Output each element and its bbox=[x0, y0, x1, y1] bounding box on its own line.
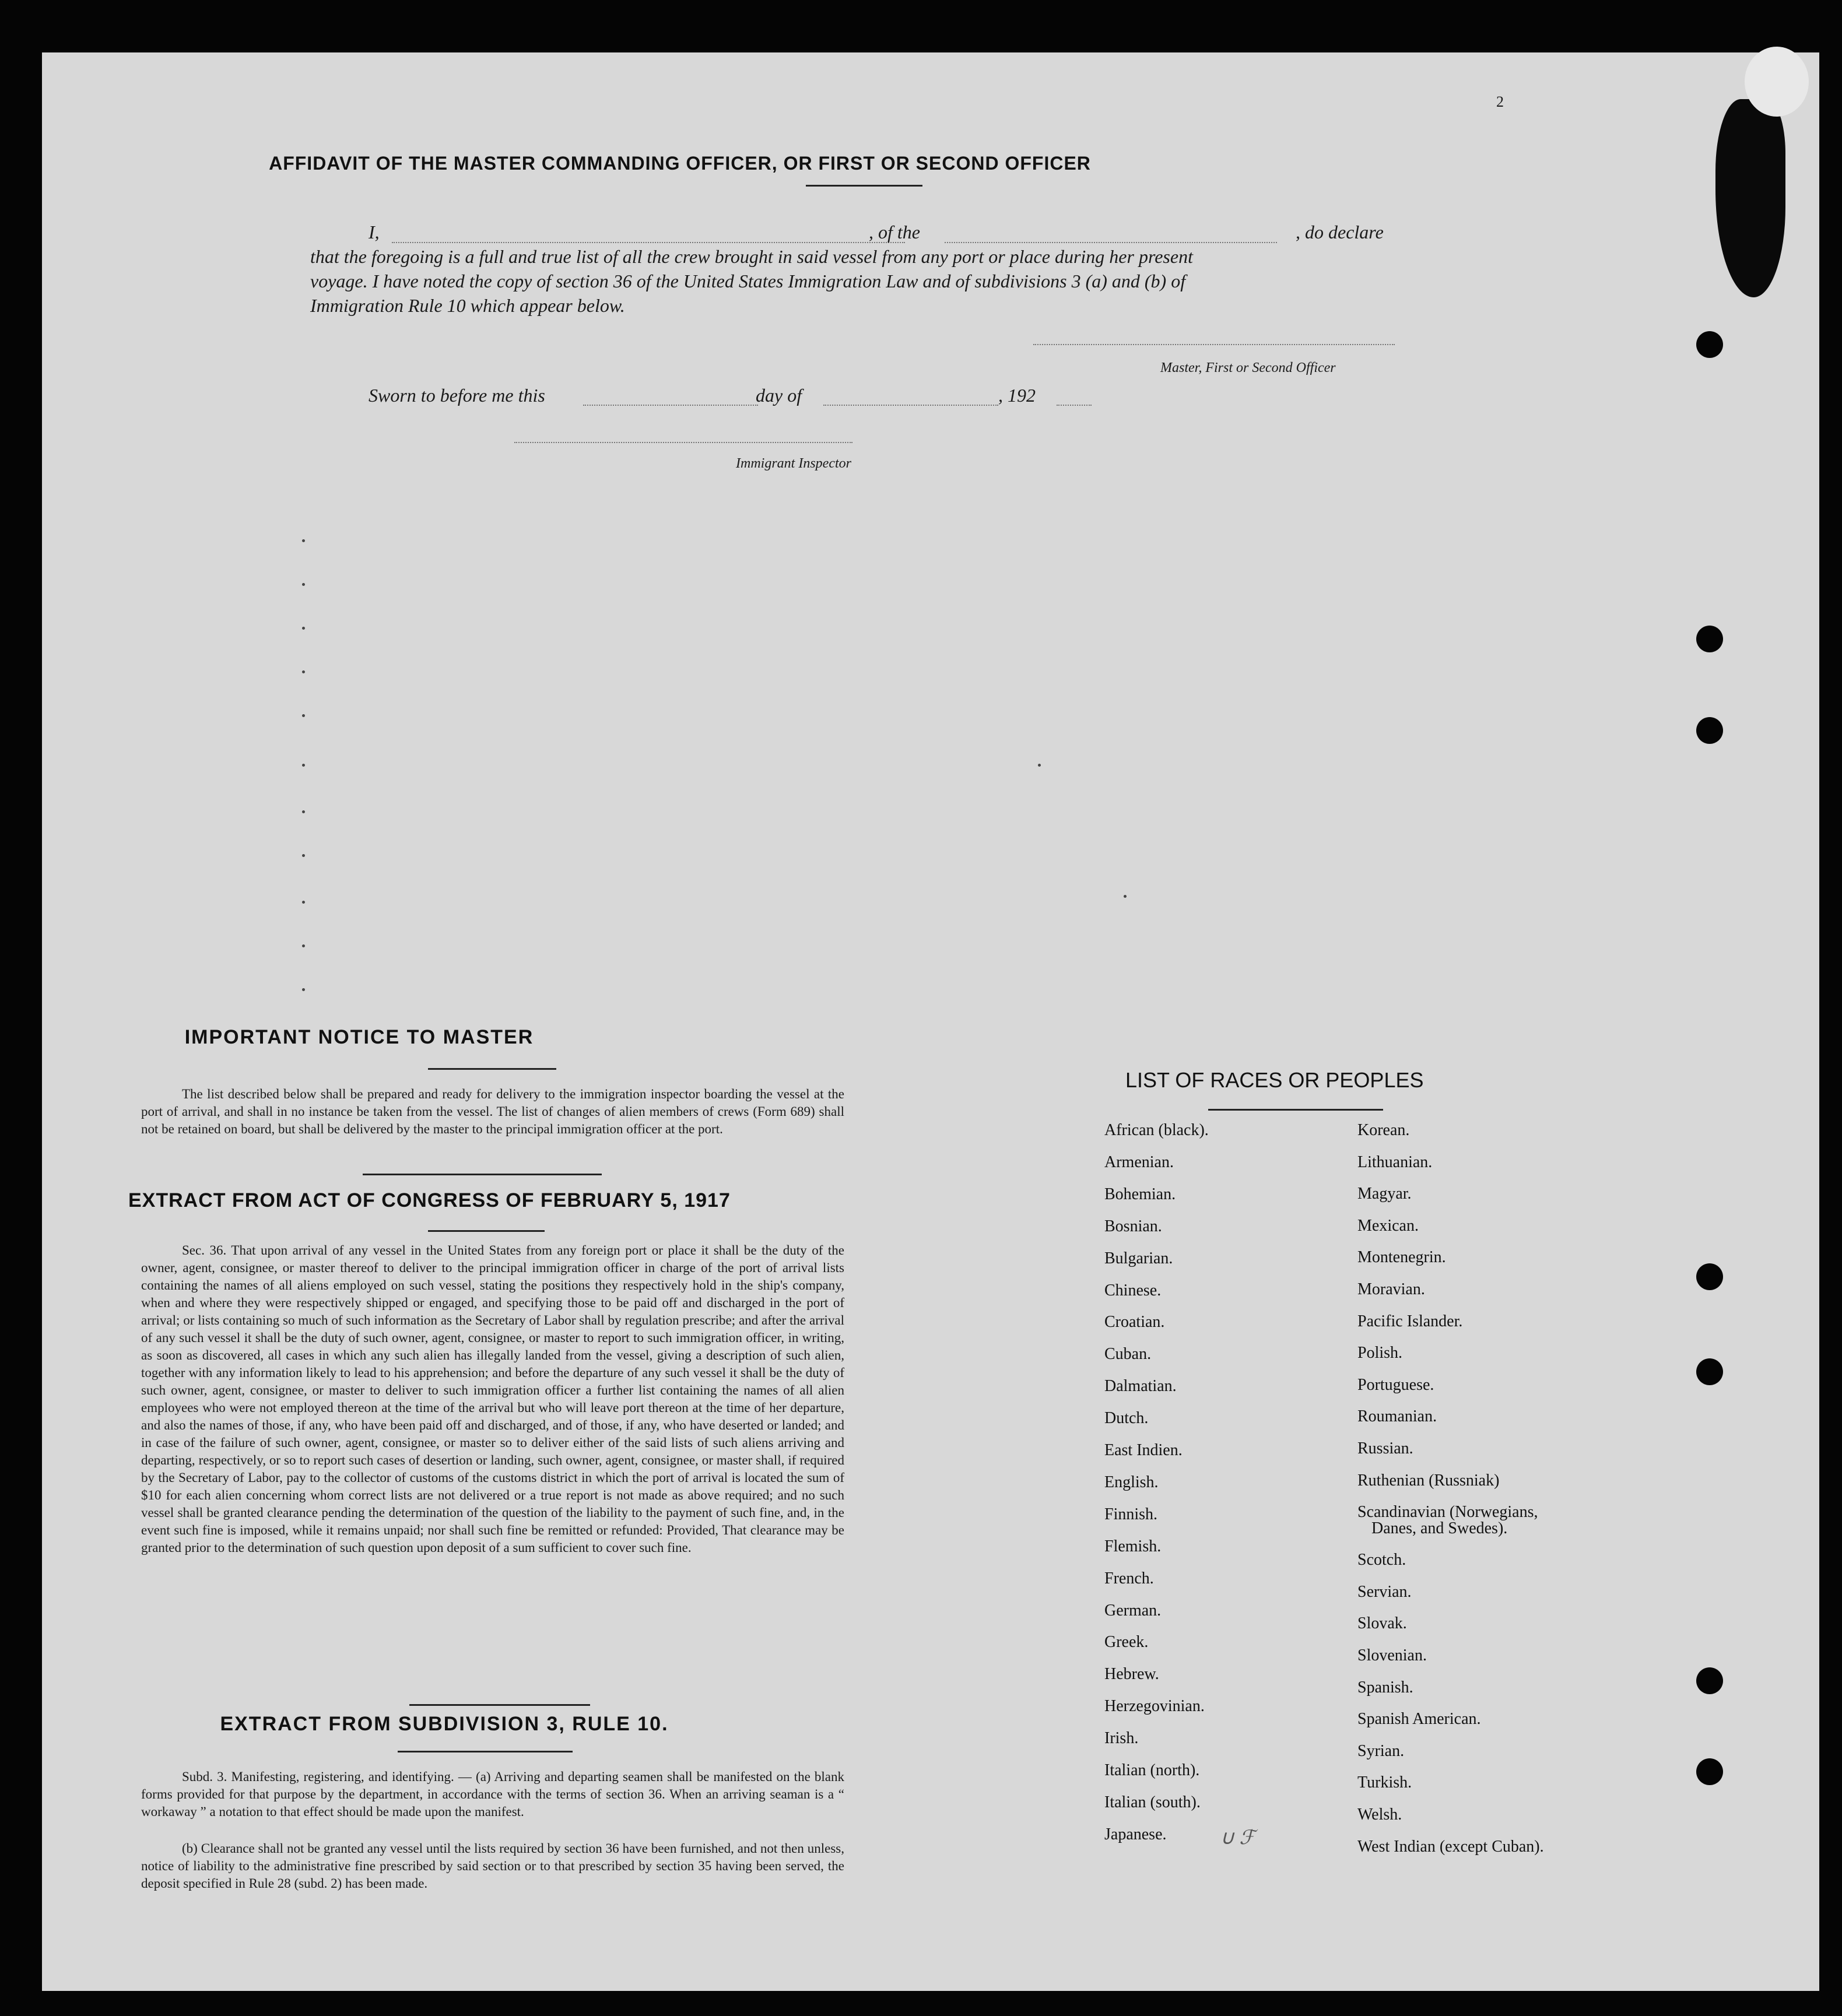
rule-para-b: (b) Clearance shall not be granted any vessel until the lists required by section 36 have been furnished, and not then unless, notice of liability to the administrative fine prescribed by said section or to that prescribed by section 35 having been served, the deposit specified in Rule 28 (subd. 2) has been made. bbox=[141, 1841, 844, 1891]
race-item: Mexican. bbox=[1357, 1216, 1419, 1235]
master-signature-line bbox=[1033, 344, 1395, 345]
race-item: Magyar. bbox=[1357, 1185, 1412, 1203]
race-item: Welsh. bbox=[1357, 1806, 1402, 1824]
faint-dot bbox=[1124, 895, 1127, 898]
race-item: Finnish. bbox=[1104, 1505, 1158, 1523]
race-item: Bohemian. bbox=[1104, 1185, 1176, 1203]
binder-hole bbox=[1696, 1758, 1723, 1785]
vessel-name-line bbox=[945, 242, 1277, 243]
sworn-day-line bbox=[583, 405, 758, 406]
affidavit-line-3: Immigration Rule 10 which appear below. bbox=[310, 295, 625, 316]
races-title: LIST OF RACES OR PEOPLES bbox=[1125, 1068, 1424, 1092]
race-item: Pacific Islander. bbox=[1357, 1312, 1463, 1330]
act-title: EXTRACT FROM ACT OF CONGRESS OF FEBRUARY 5, 1917 bbox=[128, 1189, 731, 1211]
race-item: Italian (south). bbox=[1104, 1793, 1201, 1811]
act-body: Sec. 36. That upon arrival of any vessel in the United States from any foreign port or place it shall be the duty of the owner, agent, consignee, or master thereof to deliver to the principal immigration officer in charge of the port of arrival lists containing the names of all aliens employed on such vessel, stating the positions they respectively hold in the ship's company, when and where they were respectively shipped or engaged, and specifying those to be paid off and discharged in the port of arrival; or lists containing so much of such information as the Secretary of Labor shall by regulation prescribe; and after the arrival of any such vessel it shall be the duty of such owner, agent, consignee, or master to report to such immigration officer, in writing, as soon as discovered, all cases in which any such alien has illegally landed from the vessel, giving a description of such alien, together with any information likely to lead to his apprehension; and before the departure of any such vessel it shall be the duty of such owner, agent, consignee, or master to deliver to such immigration officer a further list containing the names of all alien employees who were not employed thereon at the time of the arrival but who will leave port thereon at the time of her departure, and also the names of those, if any, who have been paid off and discharged, and of those, if any, who have deserted or landed; and in case of the failure of such owner, agent, consignee, or master so to deliver either of the said lists of such aliens arriving and departing, respectively, or so to report such cases of desertion or landing, such owner, agent, consignee, or master shall, if required by the Secretary of Labor, pay to the collector of customs of the customs district in which the port of arrival is located the sum of $10 for each alien concerning whom correct lists are not delivered or a true report is not made as above required; and no such vessel shall be granted clearance pending the determination of the question of the liability to the payment of such fine, and, in the event such fine is imposed, while it remains unpaid; nor shall such fine be remitted or refunded: Provided, That clearance may be granted prior to the determination of such question upon deposit of a sum sufficient to cover such fine. bbox=[141, 1243, 844, 1555]
faint-dot bbox=[302, 854, 305, 857]
race-item: Flemish. bbox=[1104, 1537, 1162, 1555]
race-item: African (black). bbox=[1104, 1121, 1209, 1139]
race-item: Roumanian. bbox=[1357, 1407, 1437, 1426]
faint-dot bbox=[302, 764, 305, 767]
race-item: Chinese. bbox=[1104, 1281, 1162, 1299]
faint-dot bbox=[1038, 764, 1041, 767]
race-item: Dalmatian. bbox=[1104, 1377, 1177, 1396]
rule-para-a: Subd. 3. Manifesting, registering, and identifying. — (a) Arriving and departing seamen shall be manifested on the blank forms provided for that purpose by the department, in accordance with the terms of section 36. When an arriving seaman is a “ workaway ” a notation to that effect should be made upon the manifest. bbox=[141, 1769, 844, 1819]
race-item: Herzegovinian. bbox=[1104, 1697, 1205, 1716]
race-item: Spanish American. bbox=[1357, 1710, 1481, 1729]
rule-title: EXTRACT FROM SUBDIVISION 3, RULE 10. bbox=[220, 1713, 669, 1735]
binder-hole bbox=[1696, 1358, 1723, 1385]
sworn-text: Sworn to before me this bbox=[369, 385, 545, 406]
race-item: Lithuanian. bbox=[1357, 1153, 1433, 1171]
handwritten-initials: ∪ ℱ bbox=[1220, 1827, 1255, 1849]
race-item: Greek. bbox=[1104, 1633, 1149, 1652]
faint-dot bbox=[302, 901, 305, 904]
faint-dot bbox=[302, 988, 305, 991]
document-page bbox=[42, 52, 1819, 1991]
faint-dot bbox=[302, 670, 305, 673]
faint-dot bbox=[302, 944, 305, 947]
binder-hole bbox=[1696, 717, 1723, 744]
torn-corner-stain bbox=[1745, 47, 1809, 117]
race-item: Danes, and Swedes). bbox=[1371, 1519, 1508, 1538]
sworn-month-line bbox=[823, 405, 998, 406]
sworn-year-line bbox=[1057, 405, 1092, 406]
race-item: Japanese. bbox=[1104, 1825, 1167, 1843]
affidavit-line-1: that the foregoing is a full and true list of all the crew brought in said vessel from any port or place during her present bbox=[310, 246, 1193, 267]
race-item: French. bbox=[1104, 1569, 1154, 1587]
race-item: German. bbox=[1104, 1601, 1162, 1620]
race-item: Portuguese. bbox=[1357, 1375, 1434, 1394]
race-item: Armenian. bbox=[1104, 1153, 1174, 1171]
race-item: Scotch. bbox=[1357, 1551, 1406, 1569]
faint-dot bbox=[302, 714, 305, 717]
race-item: Slovenian. bbox=[1357, 1646, 1427, 1664]
race-item: Croatian. bbox=[1104, 1313, 1165, 1332]
sworn-year: , 192 bbox=[998, 385, 1036, 406]
affidavit-i-label: I, bbox=[369, 222, 380, 243]
race-item: Scandinavian (Norwegians, bbox=[1357, 1503, 1538, 1522]
race-item: Syrian. bbox=[1357, 1741, 1405, 1760]
race-item: Spanish. bbox=[1357, 1678, 1413, 1697]
affidavit-line-2: voyage. I have noted the copy of section 36 of the United States Immigration Law and of subdivisions 3 (a) and (b) of bbox=[310, 271, 1186, 291]
race-item: Moravian. bbox=[1357, 1280, 1425, 1298]
affidavit-title-rule bbox=[806, 185, 922, 187]
race-item: Polish. bbox=[1357, 1344, 1403, 1362]
rule-title-rule bbox=[398, 1751, 573, 1752]
race-item: West Indian (except Cuban). bbox=[1357, 1837, 1544, 1856]
faint-dot bbox=[302, 539, 305, 542]
race-item: Dutch. bbox=[1104, 1409, 1149, 1428]
race-item: English. bbox=[1104, 1473, 1159, 1491]
race-item: Turkish. bbox=[1357, 1773, 1412, 1792]
affidavit-of-the: , of the bbox=[869, 222, 920, 243]
race-item: East Indien. bbox=[1104, 1441, 1183, 1459]
inspector-signature-line bbox=[514, 442, 852, 443]
race-item: Bosnian. bbox=[1104, 1217, 1162, 1235]
race-item: Italian (north). bbox=[1104, 1761, 1200, 1779]
affidavit-do-declare: , do declare bbox=[1296, 222, 1384, 243]
notice-end-rule bbox=[363, 1174, 602, 1175]
master-signature-caption: Master, First or Second Officer bbox=[1160, 360, 1336, 375]
torn-corner-stain bbox=[1715, 99, 1785, 297]
faint-dot bbox=[302, 810, 305, 813]
faint-dot bbox=[302, 583, 305, 586]
act-title-rule bbox=[428, 1230, 545, 1232]
master-name-line bbox=[392, 242, 905, 243]
binder-hole bbox=[1696, 626, 1723, 652]
act-end-rule bbox=[409, 1704, 590, 1706]
race-item: Korean. bbox=[1357, 1121, 1410, 1139]
page-number: 2 bbox=[1496, 93, 1504, 110]
faint-dot bbox=[302, 627, 305, 630]
binder-hole bbox=[1696, 331, 1723, 358]
affidavit-title: AFFIDAVIT OF THE MASTER COMMANDING OFFICER, OR FIRST OR SECOND OFFICER bbox=[269, 153, 1091, 174]
notice-title-rule bbox=[428, 1068, 556, 1070]
binder-hole bbox=[1696, 1263, 1723, 1290]
race-item: Cuban. bbox=[1104, 1345, 1152, 1364]
race-item: Russian. bbox=[1357, 1439, 1413, 1457]
race-item: Ruthenian (Russniak) bbox=[1357, 1471, 1500, 1490]
races-title-rule bbox=[1208, 1109, 1383, 1111]
sworn-day-of: day of bbox=[756, 385, 802, 406]
race-item: Servian. bbox=[1357, 1582, 1412, 1601]
race-item: Bulgarian. bbox=[1104, 1249, 1173, 1267]
race-item: Hebrew. bbox=[1104, 1665, 1159, 1684]
inspector-caption: Immigrant Inspector bbox=[736, 456, 851, 471]
race-item: Montenegrin. bbox=[1357, 1248, 1446, 1267]
notice-title: IMPORTANT NOTICE TO MASTER bbox=[184, 1026, 534, 1048]
binder-hole bbox=[1696, 1667, 1723, 1694]
race-item: Slovak. bbox=[1357, 1614, 1407, 1633]
notice-body: The list described below shall be prepared and ready for delivery to the immigration inspector boarding the vessel at the port of arrival, and shall in no instance be taken from the vessel. The list of changes of alien members of crews (Form 689) shall not be retained on board, but shall be delivered by the master to the principal immigration officer at the port. bbox=[141, 1087, 844, 1136]
race-item: Irish. bbox=[1104, 1729, 1139, 1748]
